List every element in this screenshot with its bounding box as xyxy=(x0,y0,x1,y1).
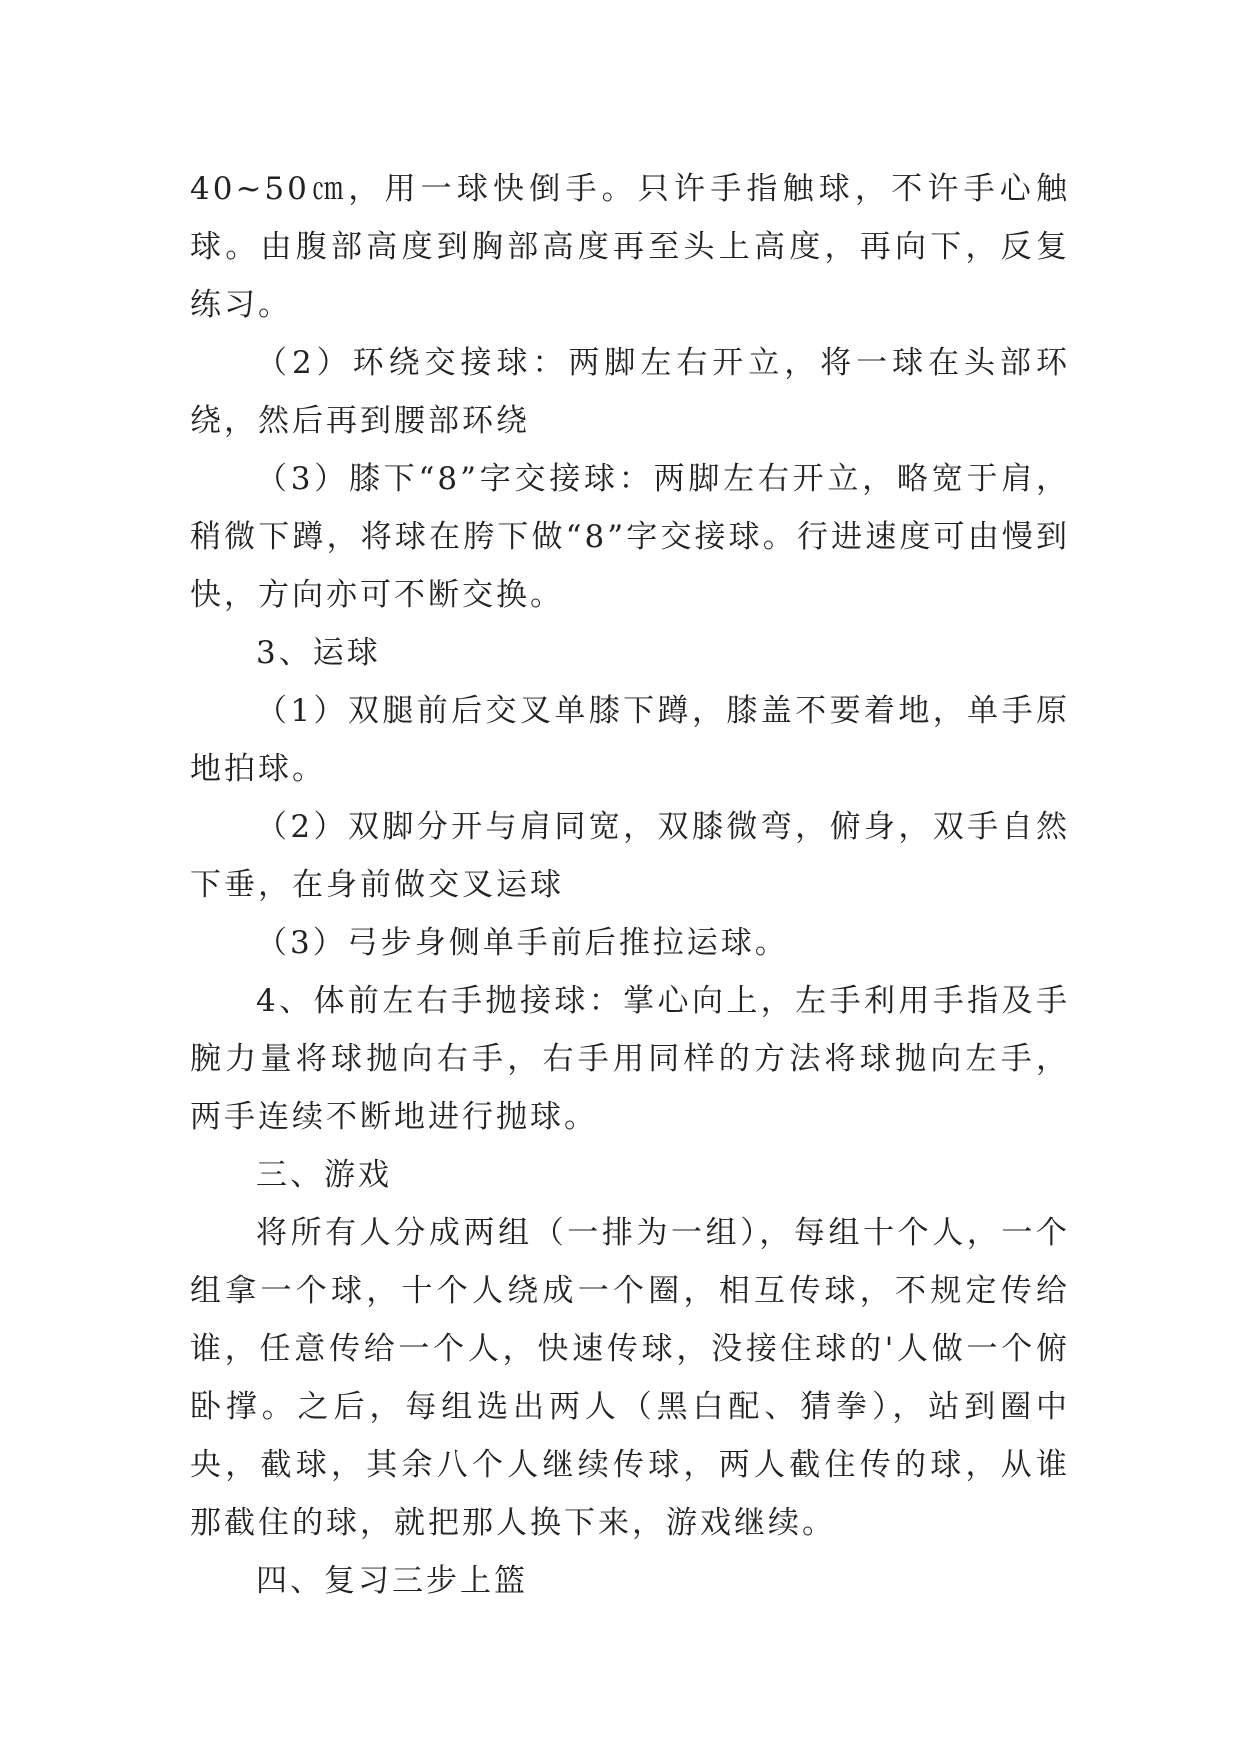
paragraph-game-rules: 将所有人分成两组（一排为一组），每组十个人，一个组拿一个球，十个人绕成一个圈，相互传球，不规定传给谁，任意传给一个人，快速传球，没接住球的'人做一个俯卧撑。之后，每组选出两人（黑白配、猜拳），站到圈中央，截球，其余八个人继续传球，两人截住传的球，从谁那截住的球，就把那人换下来，游戏继续。 xyxy=(190,1215,1070,1541)
document-body xyxy=(190,160,1070,1610)
section-heading-dribble: 3、运球 xyxy=(256,635,381,671)
paragraph-lunge-dribble: （3）弓步身侧单手前后推拉运球。 xyxy=(256,925,789,961)
paragraph-figure-eight-pass: （3）膝下“8”字交接球：两脚左右开立，略宽于肩，稍微下蹲，将球在胯下做“8”字交接球。行进速度可由慢到快，方向亦可不断交换。 xyxy=(190,461,1070,613)
section-heading-game: 三、游戏 xyxy=(256,1157,392,1193)
paragraph-circle-pass: （2）环绕交接球：两脚左右开立，将一球在头部环绕，然后再到腰部环绕 xyxy=(190,345,1070,439)
paragraph-crossover-dribble: （2）双脚分开与肩同宽，双膝微弯，俯身，双手自然下垂，在身前做交叉运球 xyxy=(190,809,1070,903)
paragraph-drill-description: 40~50㎝，用一球快倒手。只许手指触球，不许手心触球。由腹部高度到胸部高度再至头上高度，再向下，反复练习。 xyxy=(190,171,1070,323)
paragraph-kneeling-dribble: （1）双腿前后交叉单膝下蹲，膝盖不要着地，单手原地拍球。 xyxy=(190,693,1070,787)
paragraph-hand-toss: 4、体前左右手抛接球：掌心向上，左手利用手指及手腕力量将球抛向右手，右手用同样的方法将球抛向左手，两手连续不断地进行抛球。 xyxy=(190,983,1070,1135)
section-heading-layup-review: 四、复习三步上篮 xyxy=(256,1563,528,1599)
